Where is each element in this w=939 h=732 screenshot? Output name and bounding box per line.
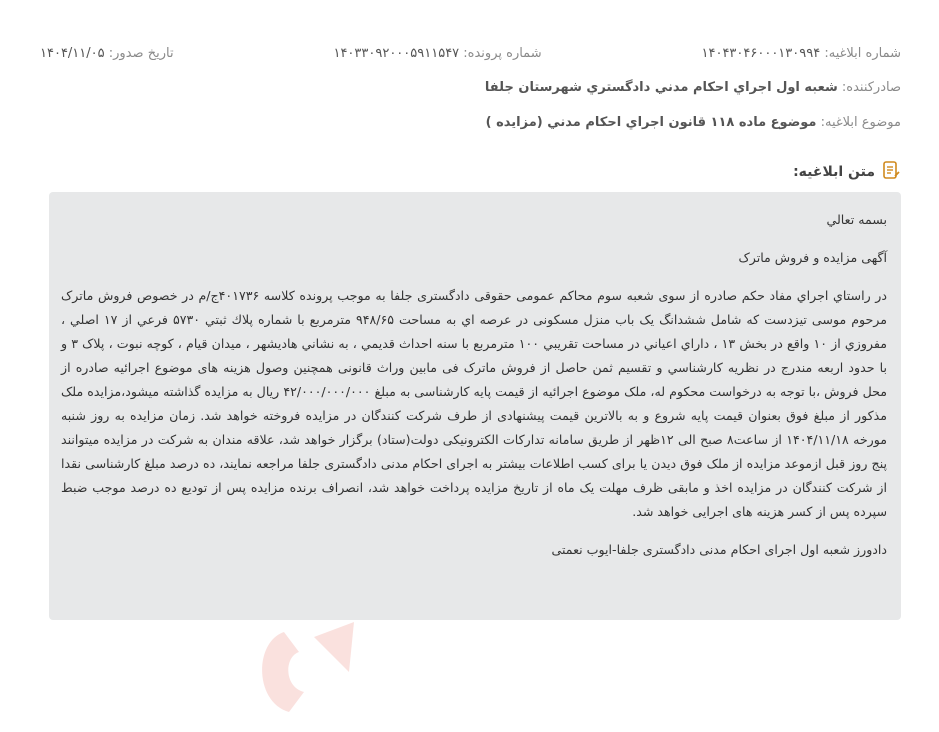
- document-body: در راستاي اجراي مفاد حكم صادره از سوی شعبه سوم محاکم عمومی حقوقی دادگستری جلفا به موجب پرونده کلاسه ۴۰۱۷۳۶ج/م در خصوص فروش ماترک مرحوم موسی تیزدست که شامل ششدانگ یک باب منزل مسکونی در عرصه اي به مساحت ۹۴۸/۶۵ مترمربع با شماره پلاك ثبتي ۵۷۳۰ فرعي از ۱۷ اصلي ، مفروزي از ۱۰ واقع در بخش ۱۳ ، داراي اعياني در مساحت تقريبي ۱۰۰ مترمربع با سنه احداث قديمي ، به نشاني هاديشهر ، ميدان قيام ، کوچه نبوت ، پلاک ۳ و با حدود اربعه مندرج در نظريه كارشناسي و تقسیم ثمن حاصل از فروش ماترک فی مابین وراث قانونی همچنین وصول هزینه های موضوع اجرائیه صادره از محل فروش ،با توجه به درخواست محکوم له، ملک موضوع اجرائیه از قیمت پایه کارشناسی به مبلغ ۴۲/۰۰۰/۰۰۰/۰۰۰ ريال به مزایده گذاشته میشود،مزایده ملک مذکور از مبلغ فوق بعنوان قیمت پایه شروع و به بالاترین قیمت پیشنهادی از طرف شرکت کنندگان در مزایده فروخته خواهد شد. زمان مزايده به روز شنبه مورخه ۱۴۰۴/۱۱/۱۸ از ساعت۸ صبح الی ۱۲ظهر از طریق سامانه تدارکات الکترونیکی دولت(ستاد) برگزار خواهد شد، علاقه مندان به شرکت در مزایده میتوانند پنج روز قبل ازموعد مزایده از ملک فوق دیدن یا برای کسب اطلاعات بیشتر به اجرای احکام مدنی دادگستری جلفا مراجعه نمایند، ده درصد مبلغ کارشناسی نقدا از شرکت کنندگان در مزایده اخذ و مابقی ظرف مهلت یک ماه از تاریخ مزایده پرداخت خواهد شد، انصراف برنده مزایده پس از تودیع ده درصد موجب ضبط سپرده پس از کسر هزینه های اجرایی خواهد شد.: [61, 288, 887, 519]
- case-number-label: شماره پرونده:: [463, 46, 542, 61]
- notice-number: [702, 46, 902, 61]
- issuer-label: صادرکننده:: [841, 80, 901, 95]
- subject-label: موضوع ابلاغيه:: [820, 115, 901, 130]
- subject-row: [40, 115, 901, 130]
- notice-text-title: متن ابلاغيه:: [793, 164, 875, 180]
- issue-date-label: تاريخ صدور:: [108, 46, 174, 61]
- document-heading: آگهی مزایده و فروش ماترک: [738, 250, 887, 265]
- issue-date-value: ۱۴۰۴/۱۱/۰۵: [40, 46, 105, 61]
- notice-number-label: شماره ابلاغيه:: [824, 46, 901, 61]
- issuer-value: شعبه اول اجراي احكام مدني دادگستري شهرستان جلفا: [484, 80, 838, 95]
- document-edit-icon: [881, 160, 901, 184]
- case-number-value: ۱۴۰۳۳۰۹۲۰۰۰۵۹۱۱۵۴۷: [333, 46, 460, 61]
- document-bismillah: بسمه تعالي: [826, 212, 887, 227]
- notice-text-heading: [793, 160, 901, 184]
- issue-date: [40, 46, 174, 61]
- issuer-row: [40, 80, 901, 95]
- notice-number-value: ۱۴۰۴۳۰۴۶۰۰۰۱۳۰۹۹۴: [701, 46, 821, 61]
- watermark-logo: [244, 612, 844, 732]
- meta-row-numbers: [40, 46, 901, 61]
- case-number: [333, 46, 541, 61]
- subject-value: موضوع ماده ۱۱۸ قانون اجراي احكام مدني (مزايده ): [485, 115, 817, 130]
- notice-document-text: [61, 208, 887, 562]
- document-signature: دادورز شعبه اول اجرای احکام مدنی دادگستری جلفا-ایوب نعمتی: [551, 542, 887, 557]
- notice-document-box: [49, 192, 901, 620]
